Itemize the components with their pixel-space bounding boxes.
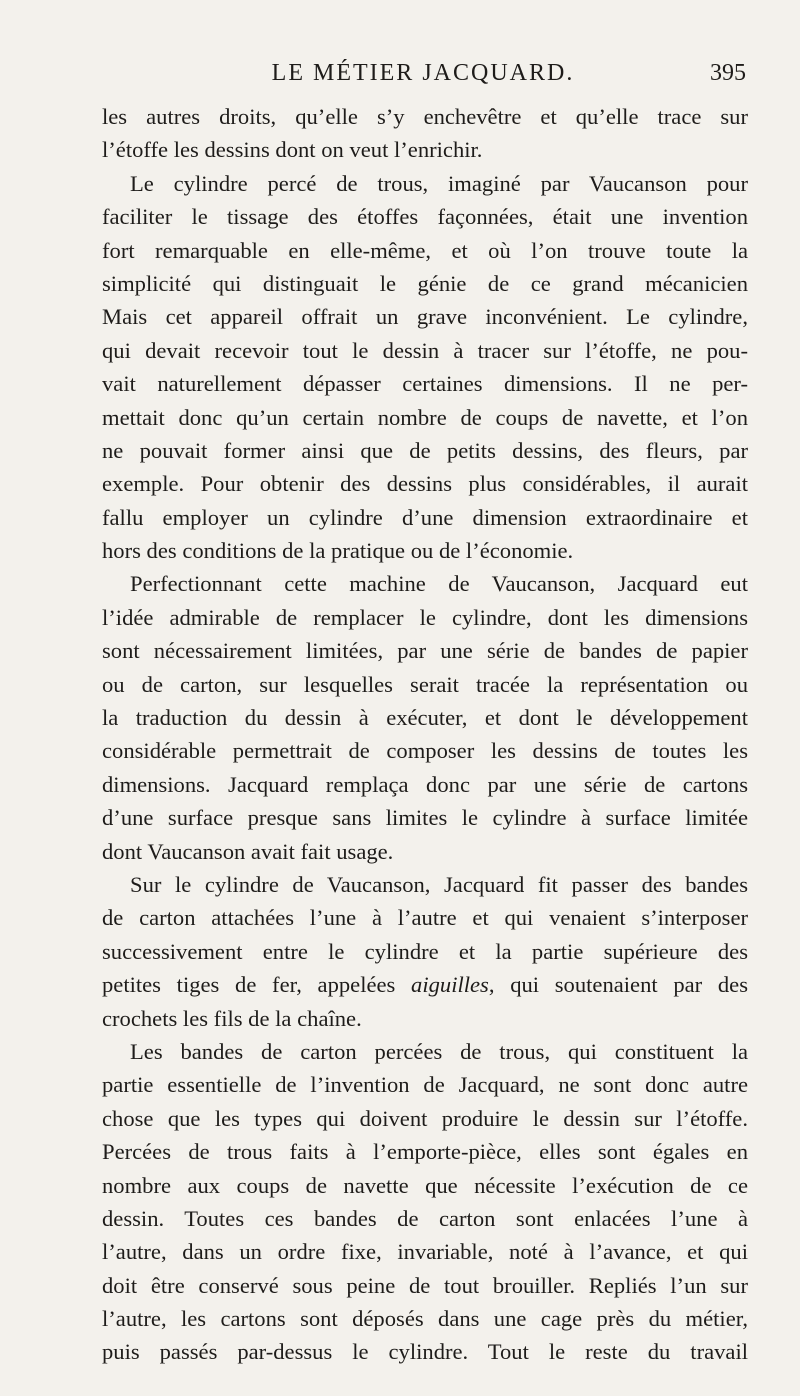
text-line: Percées de trous faits à l’emporte-pièce, elles sont égales en	[102, 1139, 748, 1165]
text-line: sont nécessairement limitées, par une série de bandes de papier	[102, 638, 748, 664]
text-line: mettait donc qu’un certain nombre de coups de navette, et l’on	[102, 404, 748, 430]
text-line	[102, 968, 748, 1001]
text-line: partie essentielle de l’invention de Jacquard, ne sont donc autre	[102, 1072, 748, 1098]
text-line: considérable permettrait de composer les dessins de toutes les	[102, 738, 748, 764]
text-line: fallu employer un cylindre d’une dimension extraordinaire et	[102, 504, 748, 530]
text-line: ne pouvait former ainsi que de petits dessins, des fleurs, par	[102, 437, 748, 463]
text-line: exemple. Pour obtenir des dessins plus considérables, il aurait	[102, 471, 748, 497]
text-line: l’autre, les cartons sont déposés dans une cage près du métier,	[102, 1306, 748, 1332]
text-line: dimensions. Jacquard remplaça donc par une série de cartons	[102, 771, 748, 797]
text-line: hors des conditions de la pratique ou de l’économie.	[102, 538, 574, 564]
text-line: qui devait recevoir tout le dessin à tracer sur l’étoffe, ne pou-	[102, 337, 748, 363]
text-segment: , qui soutenaient par des	[488, 972, 748, 998]
text-line: Mais cet appareil offrait un grave inconvénient. Le cylindre,	[102, 304, 748, 330]
page-number: 395	[710, 60, 746, 86]
text-line: faciliter le tissage des étoffes façonnées, était une invention	[102, 204, 748, 230]
running-head	[100, 60, 746, 94]
text-line: Le cylindre percé de trous, imaginé par Vaucanson pour	[130, 170, 748, 196]
text-line: puis passés par-dessus le cylindre. Tout le reste du travail	[102, 1339, 748, 1365]
text-line: vait naturellement dépasser certaines dimensions. Il ne per-	[102, 371, 748, 397]
text-line: de carton attachées l’une à l’autre et qui venaient s’interposer	[102, 905, 748, 931]
text-line: l’autre, dans un ordre fixe, invariable, noté à l’avance, et qui	[102, 1239, 748, 1265]
text-line: simplicité qui distinguait le génie de ce grand mécanicien	[102, 270, 748, 296]
running-title: LE MÉTIER JACQUARD.	[271, 60, 575, 86]
body-text	[102, 100, 748, 1369]
text-line: l’étoffe les dessins dont on veut l’enrichir.	[102, 137, 483, 163]
text-line: l’idée admirable de remplacer le cylindre, dont les dimensions	[102, 604, 748, 630]
text-line: ou de carton, sur lesquelles serait tracée la représentation ou	[102, 671, 748, 697]
text-line: les autres droits, qu’elle s’y enchevêtre et qu’elle trace sur	[102, 104, 748, 129]
text-line: d’une surface presque sans limites le cylindre à surface limitée	[102, 805, 748, 831]
text-line: crochets les fils de la chaîne.	[102, 1005, 362, 1031]
text-line: chose que les types qui doivent produire le dessin sur l’étoffe.	[102, 1105, 748, 1131]
text-segment: petites tiges de fer, appelées	[102, 972, 396, 998]
text-line: doit être conservé sous peine de tout brouiller. Repliés l’un sur	[102, 1272, 748, 1298]
text-line: dessin. Toutes ces bandes de carton sont enlacées l’une à	[102, 1205, 748, 1231]
italic-term: aiguilles	[411, 972, 489, 998]
text-line: nombre aux coups de navette que nécessite l’exécution de ce	[102, 1172, 748, 1198]
text-line: Sur le cylindre de Vaucanson, Jacquard fit passer des bandes	[130, 871, 748, 897]
text-line: Les bandes de carton percées de trous, qui constituent la	[130, 1038, 748, 1064]
text-line: fort remarquable en elle-même, et où l’on trouve toute la	[102, 237, 748, 263]
text-line: successivement entre le cylindre et la partie supérieure des	[102, 938, 748, 964]
text-line: dont Vaucanson avait fait usage.	[102, 838, 394, 864]
text-line: la traduction du dessin à exécuter, et dont le développement	[102, 705, 748, 731]
text-line: Perfectionnant cette machine de Vaucanson, Jacquard eut	[130, 571, 748, 597]
